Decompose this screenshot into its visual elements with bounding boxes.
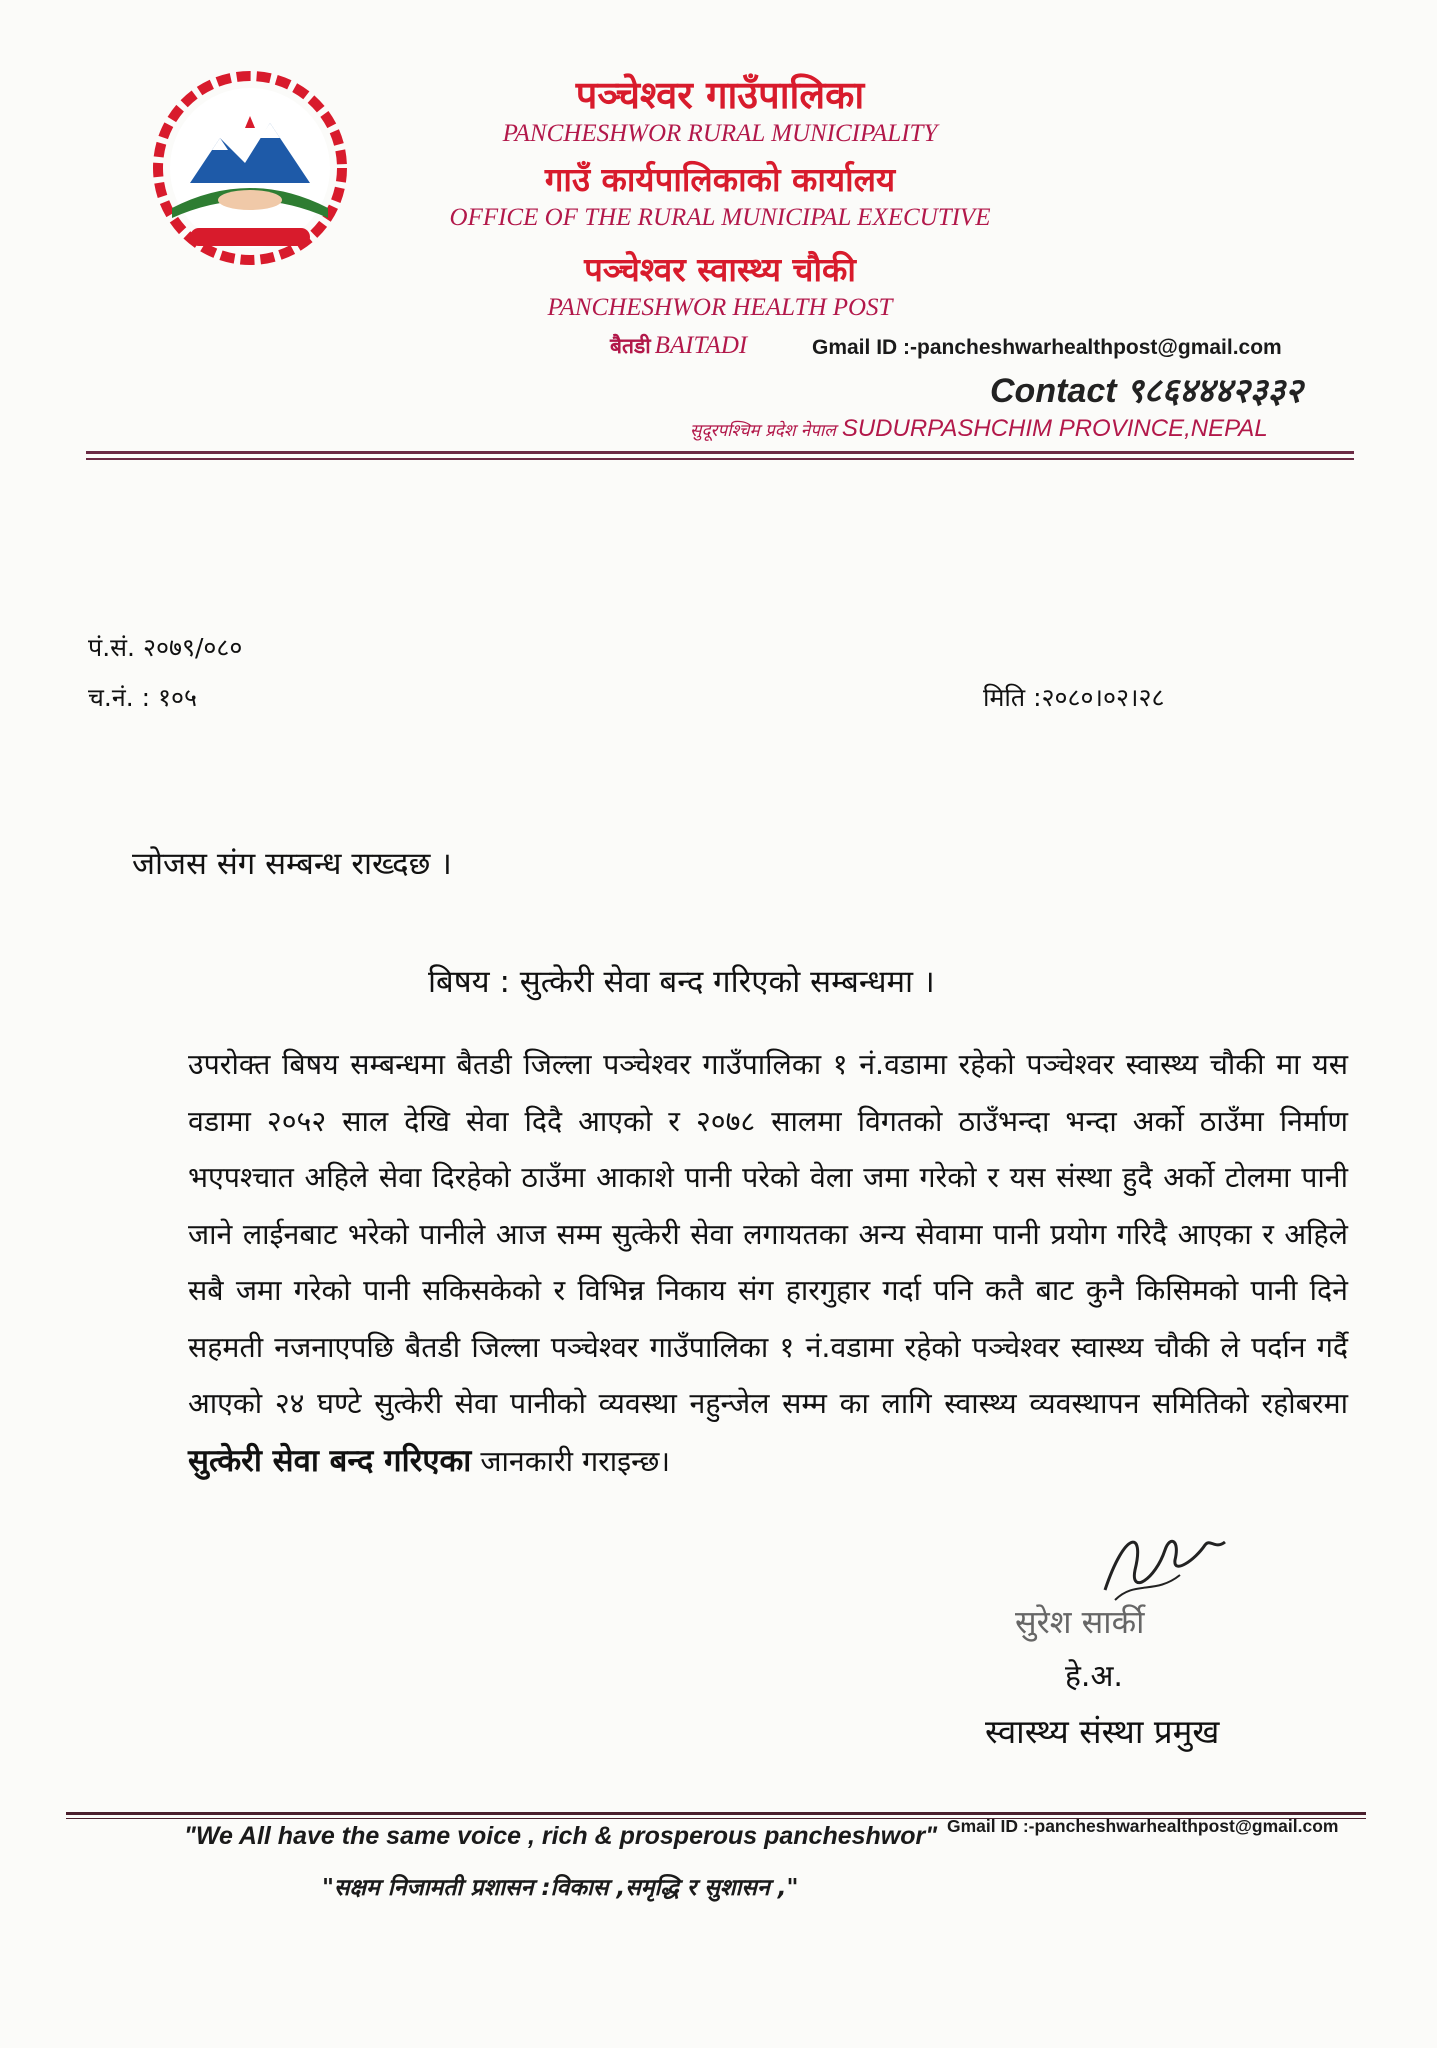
signatory-name: सुरेश सार्की [1015, 1603, 1145, 1641]
province-nepali: सुदूरपश्चिम प्रदेश नेपाल [690, 421, 836, 441]
signatory-role: स्वास्थ्य संस्था प्रमुख [985, 1712, 1220, 1751]
fiscal-year-ref: पं.सं. २०७९/०८० [88, 633, 243, 662]
body-bold-text: सुत्केरी सेवा बन्द गरिएका [188, 1442, 472, 1479]
province [690, 414, 1268, 443]
body-text: उपरोक्त बिषय सम्बन्धमा बैतडी जिल्ला पञ्चेश्वर गाउँपालिका १ नं.वडामा रहेको पञ्चेश्वर स्वास्थ्य चौकी मा यस वडामा २०५२ साल देखि सेवा दिदै आएको र २०७८ सालमा विगतको ठाउँभन्दा भन्दा अर्को ठाउँमा निर्माण भएपश्चात अहिले सेवा दिरहेको ठाउँमा आकाशे पानी परेको वेला जमा गरेको र यस संस्था हुदै अर्को टोलमा पानी जाने लाईनबाट भरेको पानीले आज सम्म सुत्केरी सेवा लगायतका अन्य सेवामा पानी प्रयोग गरिदै आएका र अहिले सबै जमा गरेको पानी सकिसकेको र विभिन्न निकाय संग हारगुहार गर्दा पनि कतै बाट कुनै किसिमको पानी दिने सहमती नजनाएपछि बैतडी जिल्ला पञ्चेश्वर गाउँपालिका १ नं.वडामा रहेको पञ्चेश्वर स्वास्थ्य चौकी ले पर्दान गर्दै आएको २४ घण्टे सुत्केरी सेवा पानीको व्यवस्था नहुन्जेल सम्म का लागि स्वास्थ्य व्यवस्थापन समितिको रहोबरमा [188, 1048, 1348, 1420]
body-paragraph [188, 1037, 1348, 1490]
header-divider [86, 451, 1354, 454]
letter-date: मिति :२०८०।०२।२८ [983, 683, 1165, 712]
municipality-name-nepali: पञ्चेश्वर गाउँपालिका [575, 73, 865, 117]
municipality-name-english: PANCHESHWOR RURAL MUNICIPALITY [502, 120, 938, 147]
office-name-english: OFFICE OF THE RURAL MUNICIPAL EXECUTIVE [449, 204, 991, 231]
dispatch-number: च.नं. : १०५ [88, 683, 197, 712]
signature-icon [1085, 1520, 1235, 1610]
header-divider-secondary [86, 458, 1354, 460]
header-gmail: Gmail ID :-pancheshwarhealthpost@gmail.com [812, 336, 1282, 359]
province-english: SUDURPASHCHIM PROVINCE,NEPAL [841, 415, 1268, 442]
health-post-english: PANCHESHWOR HEALTH POST [547, 294, 893, 321]
footer-slogan-english: "We All have the same voice , rich & prosperous pancheshwor" [184, 1822, 938, 1850]
district-english: BAITADI [654, 332, 748, 359]
footer-gmail: Gmail ID :-pancheshwarhealthpost@gmail.com [947, 1816, 1339, 1836]
district-nepali: बैतडी [610, 334, 651, 358]
nepal-emblem-icon [150, 68, 350, 268]
salutation: जोजस संग सम्बन्ध राख्दछ । [132, 846, 452, 882]
footer-slogan-nepali: "सक्षम निजामती प्रशासन :विकास ,समृद्धि र सुशासन ," [322, 1875, 799, 1901]
footer-divider [66, 1812, 1366, 1815]
body-closing: जानकारी गराइन्छ। [480, 1444, 671, 1478]
contact-number: Contact ९८६४४४२३३२ [990, 372, 1303, 410]
subject-line: बिषय : सुत्केरी सेवा बन्द गरिएको सम्बन्धमा । [428, 964, 935, 1000]
office-name-nepali: गाउँ कार्यपालिकाको कार्यालय [544, 160, 896, 199]
district [610, 330, 747, 360]
health-post-nepali: पञ्चेश्वर स्वास्थ्य चौकी [584, 250, 856, 289]
signatory-title: हे.अ. [1065, 1659, 1123, 1694]
